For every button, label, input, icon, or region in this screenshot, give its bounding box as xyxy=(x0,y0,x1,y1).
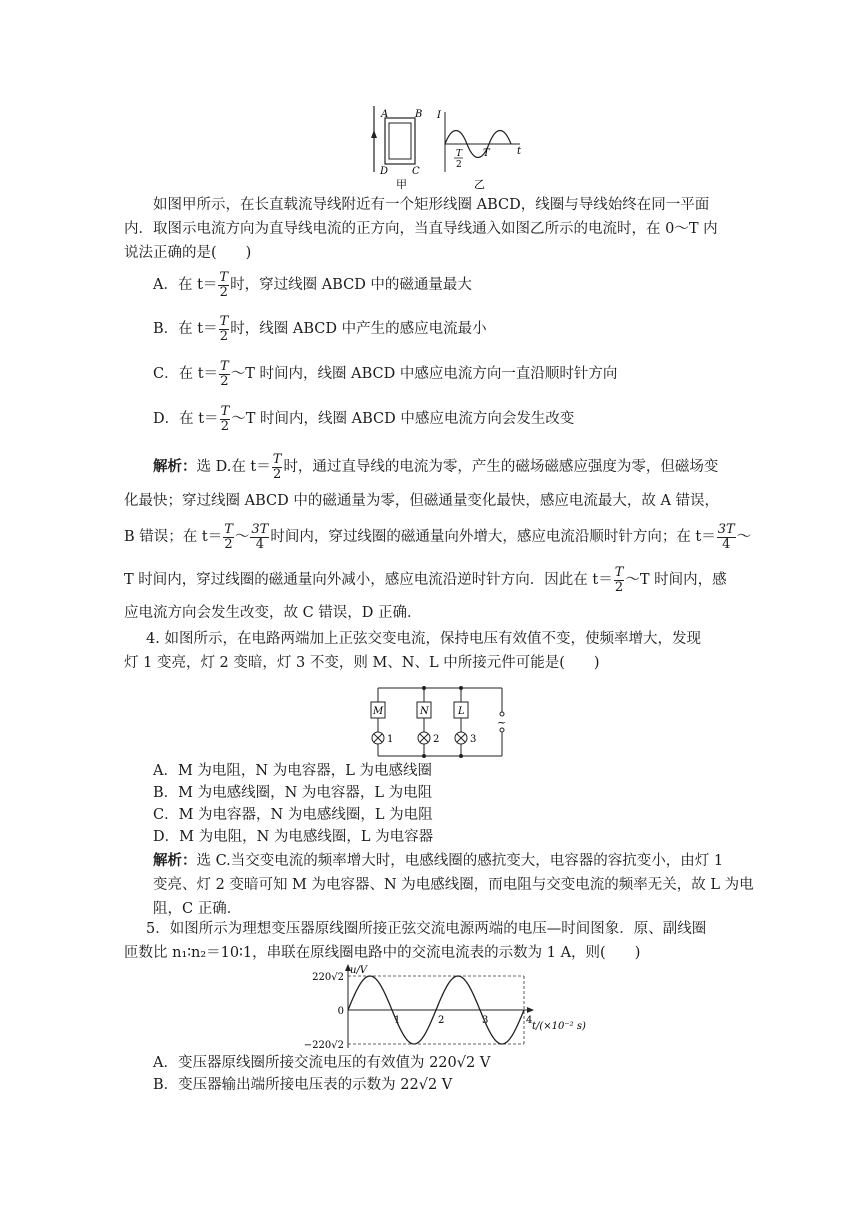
node-dot xyxy=(459,754,463,758)
label-T: T xyxy=(483,148,490,159)
x-tick-label: 1 xyxy=(394,1015,401,1026)
fraction-numerator: 3T xyxy=(717,521,735,537)
solution-lead: 解析： xyxy=(153,459,197,475)
fraction-T-over-2 xyxy=(220,405,231,434)
x-tick-label: 4 xyxy=(526,1015,533,1026)
fraction-T-over-2 xyxy=(614,566,625,595)
caption-jia: 甲 xyxy=(396,178,407,191)
q3-option-c-pre: C．在 t＝ xyxy=(153,366,219,382)
q3-stem-line1: 如图甲所示，在长直载流导线附近有一个矩形线圈 ABCD，线圈与导线始终在同一平面 xyxy=(153,197,710,213)
y-tick-label: 0 xyxy=(337,1006,344,1017)
q4-option-d: D．M 为电阻，N 为电感线圈，L 为电容器 xyxy=(153,829,434,845)
q3-solution-line3-a: B 错误；在 t＝ xyxy=(124,529,223,545)
q3-option-a-post: 时，穿过线圈 ABCD 中的磁通量最大 xyxy=(230,277,472,293)
node-dot xyxy=(422,754,426,758)
q3-option-d xyxy=(153,404,574,434)
q3-solution-line1-a: 选 D.在 t＝ xyxy=(196,459,271,475)
solution-lead: 解析： xyxy=(153,853,197,869)
element-label-L: L xyxy=(458,706,465,717)
fraction-numerator: T xyxy=(220,403,230,419)
q4-solution-line1-text: 选 C.当交变电流的频率增大时，电感线圈的感抗变大，电容器的容抗变小，由灯 1 xyxy=(196,853,724,869)
fraction-denominator: 2 xyxy=(614,579,624,595)
q3-solution-line4-a: T 时间内，穿过线圈的磁通量向外减小，感应电流沿逆时针方向．因此在 t＝ xyxy=(124,572,613,588)
lamp-2-icon xyxy=(418,732,430,744)
q4-stem-line1: 4. 如图所示，在电路两端加上正弦交变电流，保持电压有效值不变，使频率增大，发现 xyxy=(146,631,701,647)
q3-option-d-post: ～T 时间内，线圈 ABCD 中感应电流方向会发生改变 xyxy=(231,411,575,427)
label-D: D xyxy=(380,166,389,177)
q5-option-b: B．变压器输出端所接电压表的示数为 22√2 V xyxy=(153,1077,453,1093)
x-tick-label: 3 xyxy=(482,1015,489,1026)
lamp-3-label: 3 xyxy=(470,734,477,745)
fraction-denominator: 2 xyxy=(224,536,233,552)
q3-option-a xyxy=(153,270,472,300)
label-T2-den: 2 xyxy=(456,160,462,170)
fraction-numerator: T xyxy=(219,313,229,329)
q3-option-b-post: 时，线圈 ABCD 中产生的感应电流最小 xyxy=(230,321,487,337)
lamp-1-label: 1 xyxy=(387,734,394,745)
lamp-2-label: 2 xyxy=(433,734,440,745)
x-axis-arrow-icon xyxy=(527,1007,534,1013)
coil-inner xyxy=(389,123,411,159)
q4-solution-line1 xyxy=(153,850,723,872)
fraction-denominator: 2 xyxy=(272,466,282,482)
y-tick-label: 220√2 xyxy=(312,972,344,983)
y-tick-label: −220√2 xyxy=(303,1040,344,1051)
fraction-denominator: 2 xyxy=(219,328,229,344)
fraction-denominator: 2 xyxy=(220,373,229,389)
q3-stem-line2: 内．取图示电流方向为直导线电流的正方向，当直导线通入如图乙所示的电流时，在 0～T 内 xyxy=(124,221,718,237)
element-label-M: M xyxy=(373,706,384,717)
fraction-numerator: T xyxy=(614,564,624,580)
q3-option-a-pre: A．在 t＝ xyxy=(153,277,218,293)
q4-option-a: A．M 为电阻，N 为电容器，L 为电感线圈 xyxy=(153,763,432,779)
x-tick-label: 2 xyxy=(438,1015,445,1026)
fraction-denominator: 4 xyxy=(722,536,731,552)
element-label-N: N xyxy=(420,706,429,717)
fraction-numerator: T xyxy=(220,358,229,374)
circuit-diagram xyxy=(370,684,510,760)
ac-source-icon: ~ xyxy=(497,716,507,729)
fraction-numerator: T xyxy=(272,451,282,467)
fraction-denominator: 2 xyxy=(220,418,230,434)
node-dot xyxy=(422,686,426,690)
q3-option-d-pre: D．在 t＝ xyxy=(153,411,219,427)
q3-option-b xyxy=(153,314,487,344)
figure-jia-yi xyxy=(360,104,540,194)
q3-solution-line1-b: 时，通过直导线的电流为零，产生的磁场磁感应强度为零，但磁场变 xyxy=(283,459,719,475)
fraction-T-over-2 xyxy=(219,360,230,389)
q3-solution-line3-b: ～ xyxy=(234,529,250,545)
q3-solution-line3-d: ～ xyxy=(736,529,752,545)
q5-stem-line1: 5．如图所示为理想变压器原线圈所接正弦交流电源两端的电压—时间图象．原、副线圈 xyxy=(146,921,707,937)
q4-stem-line2: 灯 1 变亮，灯 2 变暗，灯 3 不变，则 M、N、L 中所接元件可能是( ) xyxy=(124,655,600,671)
fraction-denominator: 2 xyxy=(219,284,228,300)
q3-stem-line3: 说法正确的是( ) xyxy=(124,245,252,261)
caption-yi: 乙 xyxy=(474,178,485,191)
label-A: A xyxy=(381,109,389,120)
lamp-1-icon xyxy=(372,732,384,744)
fraction-numerator: T xyxy=(219,269,229,285)
fraction-T-over-2 xyxy=(272,453,283,482)
label-t: t xyxy=(517,146,522,157)
q4-option-c: C．M 为电容器，N 为电感线圈，L 为电阻 xyxy=(153,807,433,823)
q3-option-c xyxy=(153,359,617,389)
label-T2-num: T xyxy=(456,149,463,159)
q3-solution-line5: 应电流方向会发生改变，故 C 错误，D 正确． xyxy=(124,605,422,621)
chart-layer xyxy=(304,964,534,1051)
q3-solution-line4 xyxy=(124,565,727,595)
lamp-3-icon xyxy=(455,732,467,744)
fraction-denominator: 4 xyxy=(255,536,264,552)
fraction-3T-over-4 xyxy=(717,523,736,552)
label-C: C xyxy=(412,166,420,177)
fraction-T-over-2 xyxy=(218,271,229,300)
fraction-T-over-2 xyxy=(223,523,234,552)
label-I: I xyxy=(437,110,441,121)
q3-solution-line1 xyxy=(153,452,718,482)
voltage-time-chart xyxy=(296,962,596,1054)
q4-solution-line3: 阻，C 正确． xyxy=(153,901,242,917)
chart-ylabel: u/V xyxy=(350,965,368,976)
fraction-3T-over-4 xyxy=(250,523,269,552)
q4-option-b: B．M 为电感线圈，N 为电容器，L 为电阻 xyxy=(153,785,433,801)
q3-option-c-post: ～T 时间内，线圈 ABCD 中感应电流方向一直沿顺时针方向 xyxy=(230,366,618,382)
current-arrow-icon xyxy=(371,130,377,138)
q3-option-b-pre: B．在 t＝ xyxy=(153,321,218,337)
label-B: B xyxy=(415,109,423,120)
node-dot xyxy=(459,686,463,690)
q3-solution-line4-b: ～T 时间内，感 xyxy=(625,572,727,588)
fraction-T-over-2 xyxy=(219,315,230,344)
q5-stem-line2: 匝数比 n₁∶n₂＝10∶1，串联在原线圈电路中的交流电流表的示数为 1 A，则( ) xyxy=(124,945,641,961)
fraction-numerator: 3T xyxy=(251,521,269,537)
chart-xlabel: t/(×10⁻² s) xyxy=(532,1021,586,1032)
q3-solution-line3-c: 时间内，穿过线圈的磁通量向外增大，感应电流沿顺时针方向；在 t＝ xyxy=(270,529,716,545)
q5-option-a: A．变压器原线圈所接交流电压的有效值为 220√2 V xyxy=(153,1055,491,1071)
q4-solution-line2: 变亮、灯 2 变暗可知 M 为电容器、N 为电感线圈，而电阻与交变电流的频率无关，故 L 为电 xyxy=(153,877,754,893)
q3-solution-line2: 化最快；穿过线圈 ABCD 中的磁通量为零，但磁通量变化最快，感应电流最大，故 A 错误， xyxy=(124,493,720,509)
q3-solution-line3 xyxy=(124,522,751,552)
fraction-numerator: T xyxy=(224,521,233,537)
